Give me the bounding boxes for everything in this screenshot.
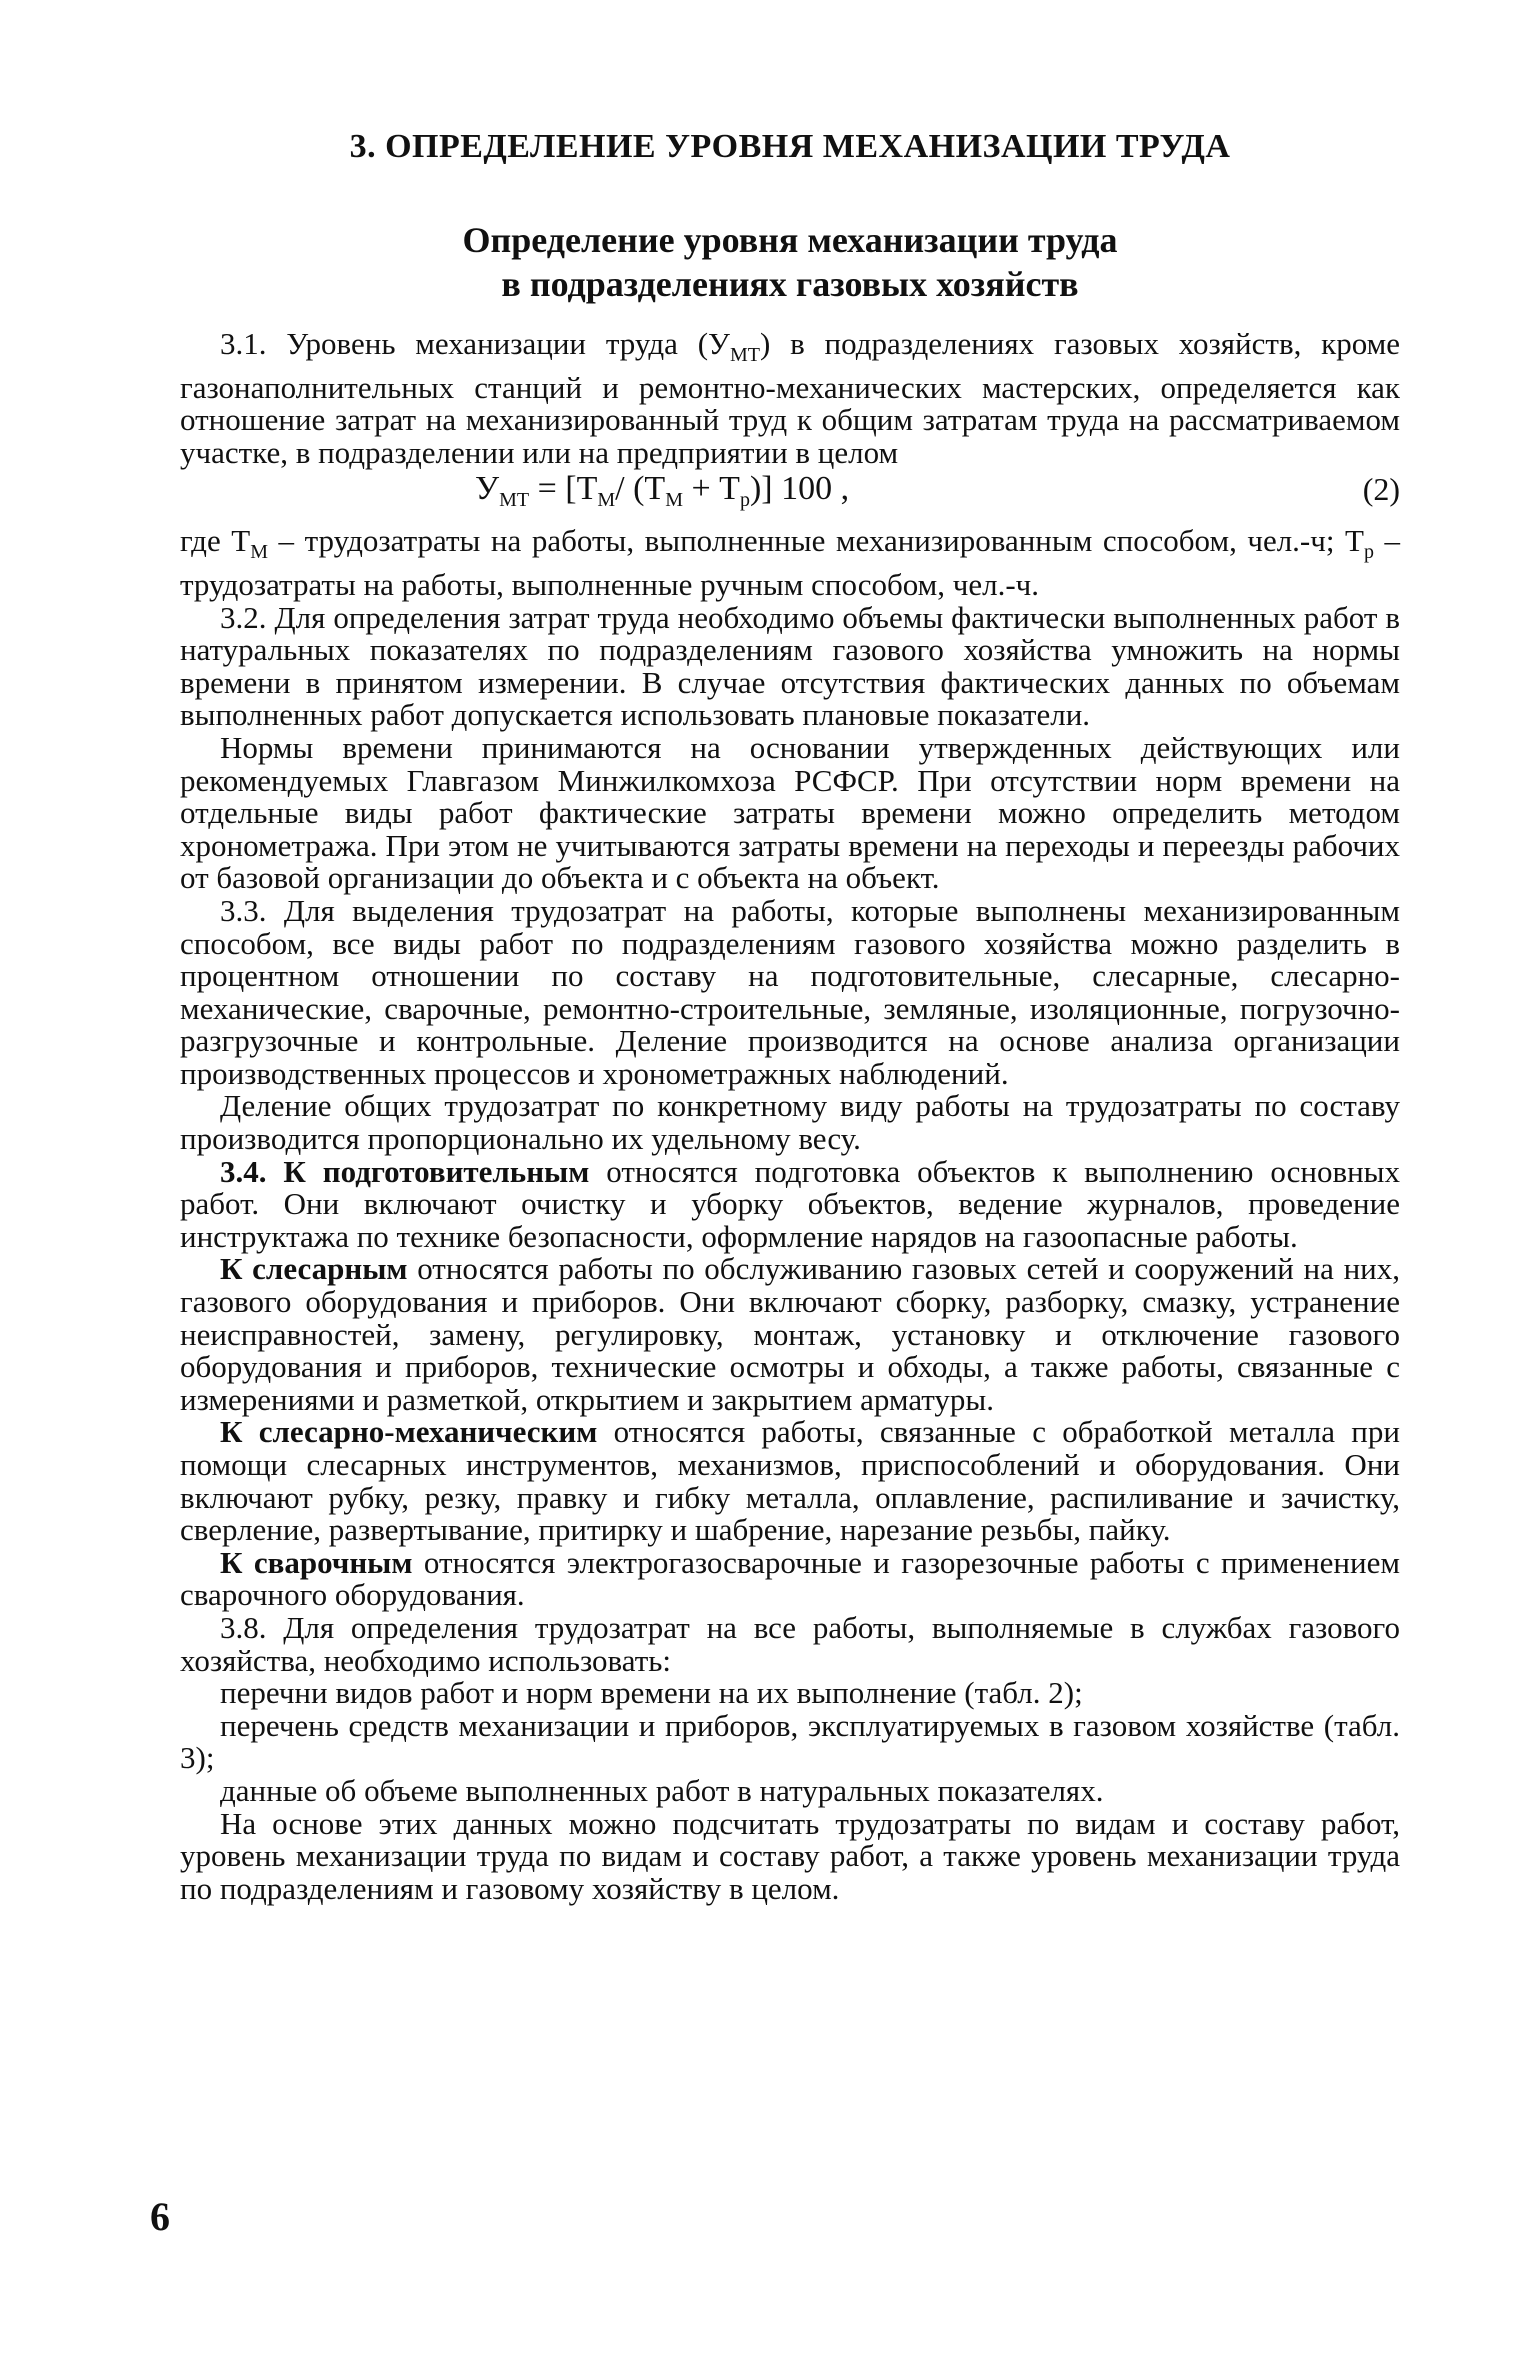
paragraph-3-1 (180, 328, 1400, 469)
where-a-sub: М (250, 541, 268, 564)
formula-lhs-sub: МТ (499, 489, 530, 512)
where-b: – трудозатраты на работы, выполненные механизированным способом, чел.-ч; Т (267, 523, 1364, 559)
body-text (180, 328, 1400, 1905)
paragraph-final: На основе этих данных можно подсчитать трудозатраты по видам и составу работ, уровень механизации труда по видам и составу работ, а также уровень механизации труда по подразделениям и газовому хозяйству в целом. (180, 1805, 1400, 1906)
paragraph-3-2: 3.2. Для определения затрат труда необходимо объемы фактически выполненных работ в натуральных показателях по подразделениям газового хозяйства умножить на нормы времени в принятом измерении. В случае отсутствия фактических данных по объемам выполненных работ допускается использовать плановые показатели. (180, 599, 1400, 733)
list-item: перечни видов работ и норм времени на их выполнение (табл. 2); (220, 1675, 1083, 1711)
p34-rest: относятся подготовка объектов к выполнению основных работ. Они включают очистку и уборку объектов, ведение журналов, проведение инструктажа по технике безопасности, оформление нарядов на газоопасные работы. (180, 1153, 1400, 1254)
p31-sub: МТ (729, 344, 760, 366)
where-b-sub: р (1363, 541, 1374, 564)
subtitle (180, 218, 1400, 306)
paragraph-3-3: 3.3. Для выделения трудозатрат на работы, которые выполнены механизированным способом, все виды работ по подразделениям газового хозяйства можно разделить в процентном отношении по составу на подготовительные, слесарные, слесарно-механические, сварочные, ремонтно-строительные, земляные, изоляционные, погрузочно-разгрузочные и контрольные. Деление производится на основе анализа организации производственных процессов и хронометражных наблюдений. (180, 892, 1400, 1091)
formula (475, 470, 850, 517)
where-c: – трудозатраты на работы, выполненные ручным способом, чел.-ч. (180, 523, 1400, 602)
formula-number: (2) (1362, 471, 1400, 508)
locksmith-rest: относятся работы по обслуживанию газовых сетей и сооружений на них, газового оборудования и приборов. Они включают сборку, разборку, смазку, устранение неисправностей, замену, регулировку, монтаж, установку и отключение газового оборудования и приборов, технические осмотры и обходы, а также работы, связанные с измерениями и разметкой, открытием и закрытием арматуры. (180, 1251, 1401, 1417)
where-a: где Т (180, 523, 251, 559)
formula-end: )] 100 , (749, 470, 850, 508)
formula-m-sub2: М (665, 489, 683, 512)
list-item: данные об объеме выполненных работ в натуральных показателях. (220, 1772, 1104, 1808)
weld-rest: относятся электрогазосварочные и газорезочные работы с применением сварочного оборудования. (180, 1544, 1400, 1613)
p34-num: 3.4. (220, 1153, 284, 1189)
mech-rest: относятся работы, связанные с обработкой металла при помощи слесарных инструментов, механизмов, приспособлений и оборудования. Они включают рубку, резку, правку и гибку металла, оплавление, распиливание и зачистку, сверление, развертывание, притирку и шабрение, нарезание резьбы, пайку. (180, 1414, 1400, 1548)
paragraph-division: Деление общих трудозатрат по конкретному виду работы на трудозатраты по составу производится пропорционально их удельному весу. (180, 1088, 1400, 1157)
section-title: 3. ОПРЕДЕЛЕНИЕ УРОВНЯ МЕХАНИЗАЦИИ ТРУДА (349, 128, 1231, 165)
formula-p-sub: р (739, 489, 750, 512)
list-item: перечень средств механизации и приборов, эксплуатируемых в газовом хозяйстве (табл. 3); (180, 1707, 1400, 1776)
paragraph-locksmith (180, 1253, 1400, 1416)
p31-rest: ) в подразделениях газовых хозяйств, кроме газонаполнительных станций и ремонтно-механических мастерских, определяется как отношение затрат на механизированный труд к общим затратам труда на рассматриваемом участке, в подразделении или на предприятии в целом (180, 326, 1400, 470)
formula-plus: + Т (682, 470, 740, 508)
paragraph-mechanical (180, 1416, 1400, 1546)
weld-bold: К сварочным (220, 1544, 413, 1580)
locksmith-bold: К слесарным (220, 1251, 408, 1287)
formula-eq: = [Т (529, 470, 598, 508)
paragraph-norms: Нормы времени принимаются на основании утвержденных действующих или рекомендуемых Главгазом Минжилкомхоза РСФСР. При отсутствии норм времени на отдельные виды работ фактические затраты времени можно определить методом хронометража. При этом не учитываются затраты времени на переходы и переезды рабочих от базовой организации до объекта и с объекта на объект. (180, 729, 1400, 896)
formula-lhs: У (475, 470, 500, 508)
subtitle-line-2: в подразделениях газовых хозяйств (501, 264, 1079, 304)
paragraph-3-4 (180, 1153, 1400, 1254)
formula-m-sub: М (597, 489, 616, 512)
formula-mid: / (Т (615, 470, 666, 508)
paragraph-welding (180, 1544, 1400, 1613)
p34-bold: К подготовительным (283, 1153, 590, 1189)
page-number: 6 (150, 2194, 170, 2239)
formula-row (180, 470, 1400, 517)
mech-bold: К слесарно-механическим (220, 1414, 598, 1450)
subtitle-line-1: Определение уровня механизации труда (462, 220, 1118, 260)
paragraph-3-8: 3.8. Для определения трудозатрат на все работы, выполняемые в службах газового хозяйства, необходимо использовать: (180, 1609, 1400, 1678)
p31-lead: 3.1. Уровень механизации труда (У (220, 326, 730, 361)
where-clause (180, 525, 1400, 601)
